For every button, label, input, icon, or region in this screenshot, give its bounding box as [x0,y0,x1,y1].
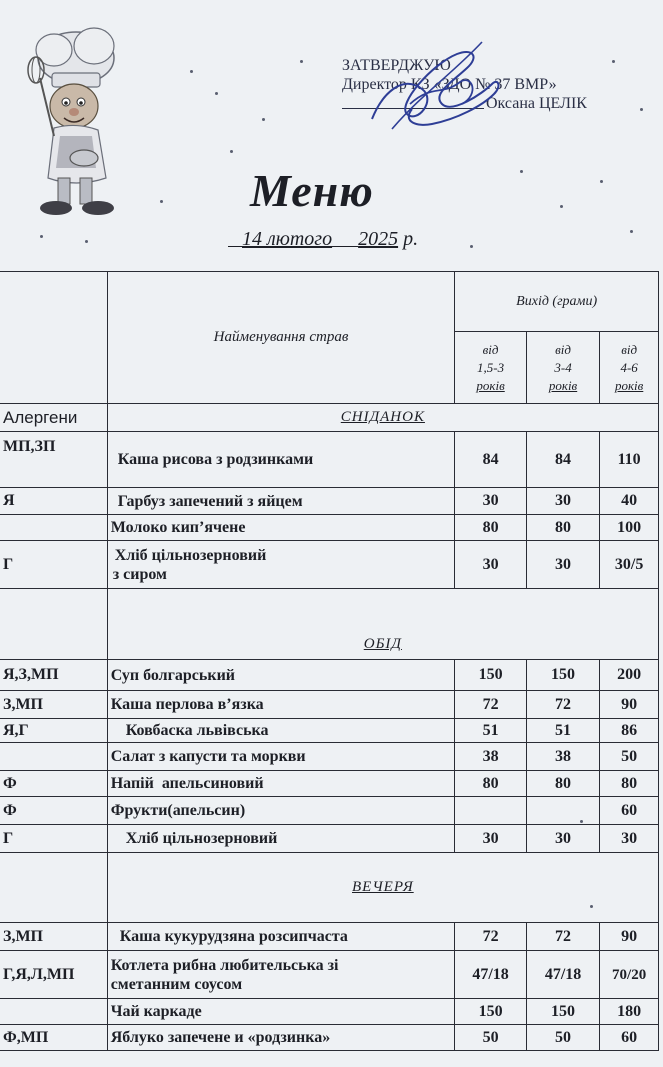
grams-cell: 30 [600,825,659,853]
dish-cell: Чай каркаде [107,999,455,1025]
grams-cell: 150 [526,660,599,691]
background-speck [190,70,193,73]
approval-director: Директор КЗ «ЗДО № 37 ВМР» [342,76,557,93]
grams-cell: 72 [526,691,599,719]
background-speck [230,150,233,153]
table-row [0,1025,659,1051]
dish-cell: Каша кукурудзяна розсипчаста [107,923,455,951]
allergen-cell: Ф [0,771,107,797]
menu-table [0,271,659,1051]
grams-cell: 50 [600,743,659,771]
output-grams-header: Вихід (грами) [455,272,659,332]
grams-cell: 80 [526,515,599,541]
allergen-cell [0,743,107,771]
table-row [0,951,659,999]
background-speck [470,245,473,248]
allergen-spacer [0,853,107,923]
allergen-cell: Я,З,МП [0,660,107,691]
dish-name-header: Найменування страв [107,272,455,404]
dish-cell: Яблуко запечене и «родзинка» [107,1025,455,1051]
dish-cell: Хліб цільнозерновий з сиром [107,541,455,589]
background-speck [40,235,43,238]
grams-cell: 150 [455,660,527,691]
grams-cell: 60 [600,797,659,825]
grams-cell: 200 [600,660,659,691]
background-speck [215,92,218,95]
background-speck [612,60,615,63]
age-column-2-header: від 3-4 років [526,332,599,404]
table-row [0,999,659,1025]
table-row [0,515,659,541]
grams-cell: 84 [455,432,527,488]
signature-mark [362,34,512,139]
grams-cell: 30 [455,541,527,589]
section-lunch: ОБІД [107,589,658,660]
dish-cell: Салат з капусти та моркви [107,743,455,771]
background-speck [300,60,303,63]
grams-cell [526,797,599,825]
date-day-month: 14 лютого [242,228,333,250]
grams-cell: 60 [600,1025,659,1051]
grams-cell: 30 [526,541,599,589]
table-row [0,797,659,825]
grams-cell: 30 [526,488,599,515]
grams-cell: 150 [455,999,527,1025]
grams-cell: 110 [600,432,659,488]
grams-cell: 80 [455,771,527,797]
section-breakfast: СНІДАНОК [107,404,658,432]
allergen-cell: Я,Г [0,719,107,743]
grams-cell: 50 [526,1025,599,1051]
background-speck [85,240,88,243]
allergen-cell: Г,Я,Л,МП [0,951,107,999]
grams-cell: 51 [455,719,527,743]
grams-cell: 72 [526,923,599,951]
date-year: 2025 [358,228,399,250]
grams-cell: 84 [526,432,599,488]
grams-cell: 51 [526,719,599,743]
allergen-cell: Я [0,488,107,515]
age-column-3-header: від 4-6 років [600,332,659,404]
grams-cell: 40 [600,488,659,515]
dish-cell: Гарбуз запечений з яйцем [107,488,455,515]
grams-cell: 30/5 [600,541,659,589]
grams-cell [455,797,527,825]
grams-cell: 72 [455,923,527,951]
section-dinner: ВЕЧЕРЯ [107,853,658,923]
table-row [0,825,659,853]
table-row [0,488,659,515]
dish-cell: Ковбаска львівська [107,719,455,743]
grams-cell: 80 [600,771,659,797]
page-title: Меню [250,165,374,216]
allergen-cell: Г [0,825,107,853]
grams-cell: 38 [455,743,527,771]
background-speck [600,180,603,183]
background-speck [630,230,633,233]
dish-cell: Напій апельсиновий [107,771,455,797]
dish-cell: Суп болгарський [107,660,455,691]
chef-illustration-icon [14,18,144,223]
table-row [0,743,659,771]
age-column-1-header: від 1,5-3 років [455,332,527,404]
allergen-header-blank [0,272,107,404]
dish-cell: Каша рисова з родзинками [107,432,455,488]
grams-cell: 180 [600,999,659,1025]
table-row [0,432,659,488]
table-row [0,541,659,589]
background-speck [560,205,563,208]
table-row [0,771,659,797]
allergen-cell: З,МП [0,691,107,719]
grams-cell: 47/18 [455,951,527,999]
dish-cell: Фрукти(апельсин) [107,797,455,825]
allergen-cell [0,999,107,1025]
dish-cell: Каша перлова в’язка [107,691,455,719]
grams-cell: 47/18 [526,951,599,999]
grams-cell: 90 [600,923,659,951]
grams-cell: 38 [526,743,599,771]
grams-cell: 80 [526,771,599,797]
allergens-header: Алергени [0,404,107,432]
grams-cell: 90 [600,691,659,719]
grams-cell: 30 [455,488,527,515]
grams-cell: 70/20 [600,951,659,999]
dish-cell: Хліб цільнозерновий [107,825,455,853]
table-row [0,691,659,719]
allergen-cell [0,515,107,541]
background-speck [520,170,523,173]
grams-cell: 100 [600,515,659,541]
allergen-cell: Ф,МП [0,1025,107,1051]
approval-name: Оксана ЦЕЛІК [486,95,587,112]
table-row [0,719,659,743]
dish-cell: Молоко кип’ячене [107,515,455,541]
grams-cell: 50 [455,1025,527,1051]
allergen-cell: Г [0,541,107,589]
allergen-spacer [0,589,107,660]
grams-cell: 80 [455,515,527,541]
table-row [0,923,659,951]
grams-cell: 72 [455,691,527,719]
menu-date [228,228,418,251]
background-speck [262,118,265,121]
allergen-cell: З,МП [0,923,107,951]
background-speck [640,108,643,111]
grams-cell: 150 [526,999,599,1025]
date-suffix: р. [403,228,419,250]
allergen-cell: МП,ЗП [0,432,107,488]
approval-title: ЗАТВЕРДЖУЮ [342,57,451,74]
table-row [0,660,659,691]
grams-cell: 86 [600,719,659,743]
grams-cell: 30 [455,825,527,853]
allergen-cell: Ф [0,797,107,825]
background-speck [160,200,163,203]
grams-cell: 30 [526,825,599,853]
dish-cell: Котлета рибна любительська зі сметанним соусом [107,951,455,999]
